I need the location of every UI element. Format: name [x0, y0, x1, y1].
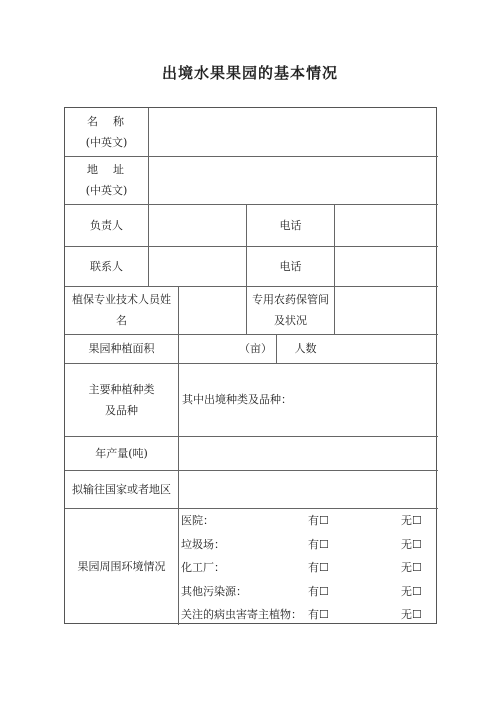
- page-title: 出境水果果园的基本情况: [161, 64, 338, 82]
- pesticide-storage-label-line1: 专用农药保管间: [252, 293, 329, 306]
- plant-tech-field[interactable]: [179, 286, 246, 334]
- pesticide-storage-label-line2: 及状况: [274, 314, 307, 327]
- address-label-line2: (中英文): [85, 184, 128, 197]
- yes-checkbox[interactable]: 有☐: [308, 608, 329, 621]
- area-unit-label: （亩）: [239, 342, 272, 355]
- address-label: [65, 156, 148, 204]
- responsible-field[interactable]: [149, 204, 246, 246]
- pesticide-storage-field[interactable]: [335, 286, 438, 334]
- name-label-line2: (中英文): [85, 136, 128, 149]
- plant-tech-label: [65, 286, 178, 334]
- annual-output-field[interactable]: [179, 436, 438, 470]
- yes-checkbox[interactable]: 有☐: [308, 585, 329, 598]
- environment-item-label: 垃圾场：: [181, 538, 225, 551]
- responsible-phone-field[interactable]: [335, 204, 438, 246]
- no-checkbox[interactable]: 无☐: [401, 585, 422, 598]
- yes-checkbox[interactable]: 有☐: [308, 561, 329, 574]
- export-varieties-field[interactable]: [182, 363, 438, 436]
- people-label: 人数: [294, 342, 317, 355]
- name-field[interactable]: [149, 108, 438, 156]
- environment-item-label: 医院：: [181, 514, 214, 527]
- varieties-label-line1: 主要种植种类: [88, 382, 155, 396]
- pesticide-storage-label: [247, 286, 334, 334]
- no-checkbox[interactable]: 无☐: [401, 538, 422, 551]
- no-checkbox[interactable]: 无☐: [401, 514, 422, 527]
- contact-phone-label: 电话: [279, 259, 302, 273]
- name-label-line1: 名 称: [87, 115, 126, 128]
- annual-output-label: 年产量(吨): [95, 446, 148, 460]
- address-field[interactable]: [149, 156, 438, 204]
- responsible-phone-label: 电话: [279, 218, 302, 232]
- varieties-label-line2: 及品种: [105, 403, 138, 417]
- orchard-area-field[interactable]: [179, 334, 276, 363]
- environment-item-label: 化工厂：: [181, 561, 225, 574]
- name-label: [65, 108, 148, 156]
- contact-label: 联系人: [90, 259, 123, 273]
- orchard-area-label: 果园种植面积: [88, 342, 155, 355]
- contact-phone-field[interactable]: [335, 246, 438, 286]
- responsible-label: 负责人: [90, 218, 123, 232]
- plant-tech-label-line2: 名: [116, 314, 127, 327]
- yes-checkbox[interactable]: 有☐: [308, 538, 329, 551]
- plant-tech-label-line1: 植保专业技术人员姓: [72, 293, 171, 306]
- no-checkbox[interactable]: 无☐: [401, 561, 422, 574]
- yes-checkbox[interactable]: 有☐: [308, 514, 329, 527]
- address-label-line1: 地 址: [87, 163, 126, 176]
- varieties-label: [65, 363, 178, 436]
- destination-field[interactable]: [179, 470, 438, 508]
- no-checkbox[interactable]: 无☐: [401, 608, 422, 621]
- destination-label: 拟输往国家或者地区: [72, 482, 171, 496]
- environment-item-label: 其他污染源：: [181, 585, 247, 598]
- environment-item-label: 关注的病虫害寄主植物：: [181, 608, 302, 621]
- people-field[interactable]: [335, 334, 438, 363]
- orchard-info-form: [64, 107, 437, 624]
- environment-label: 果园周围环境情况: [77, 560, 166, 573]
- contact-field[interactable]: [149, 246, 246, 286]
- export-varieties-label: 其中出境种类及品种：: [182, 393, 292, 406]
